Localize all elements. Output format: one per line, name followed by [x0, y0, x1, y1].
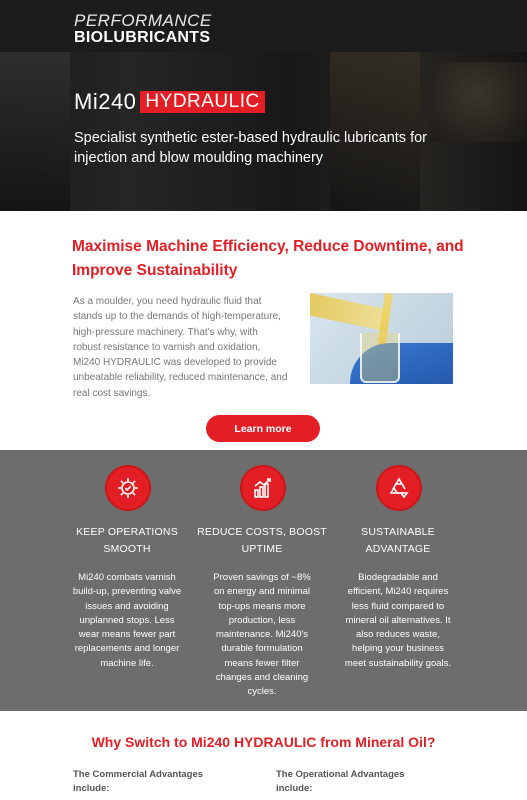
feature-title-sustainable: SUSTAINABLE ADVANTAGE	[361, 526, 435, 555]
gear-check-icon	[105, 465, 151, 511]
section-title: Maximise Machine Efficiency, Reduce Downtime, and Improve Sustainability	[72, 238, 464, 279]
feature-title-smooth: KEEP OPERATIONS SMOOTH	[76, 526, 178, 555]
why-switch-heading: Why Switch to Mi240 HYDRAULIC from Mineral Oil?	[91, 734, 436, 750]
brand-line-1: PERFORMANCE	[74, 11, 212, 30]
learn-more-button[interactable]: Learn more	[206, 415, 320, 442]
product-tag: HYDRAULIC	[140, 91, 264, 113]
hero-subtitle: Specialist synthetic ester-based hydraulic lubricants for injection and blow moulding machinery	[74, 130, 427, 166]
feature-text-smooth: Mi240 combats varnish build-up, preventing valve issues and avoiding unplanned stops. Less wear means fewer part replacements and longer machine life.	[72, 572, 182, 669]
commercial-advantages-heading: The Commercial Advantages include:	[73, 769, 204, 794]
brand-line-2: BIOLUBRICANTS	[74, 29, 211, 46]
intro-text: As a moulder, you need hydraulic fluid that stands up to the demands of high-temperature, high-pressure machinery. That's why, with robust resistance to varnish and oxidation, Mi240 HYDRAULIC was developed to provide unbeatable reliability, reduced maintenance, and real cost savings.	[73, 296, 288, 399]
oil-pouring-photo	[310, 293, 453, 384]
feature-text-costs: Proven savings of ~8% on energy and minimal top-ups means more production, less maintenance. Mi240's durable formulation means fewer filter changes and cleaning cycles.	[213, 572, 311, 698]
photo-glass	[360, 333, 400, 383]
product-logo	[74, 90, 265, 114]
photo-bottle	[310, 293, 388, 331]
operational-advantages-heading: The Operational Advantages include:	[276, 769, 405, 794]
product-name: Mi240	[74, 89, 137, 114]
feature-title-costs: REDUCE COSTS, BOOST UPTIME	[197, 526, 327, 555]
bar-chart-icon	[240, 465, 286, 511]
feature-text-sustainable: Biodegradable and efficient, Mi240 requires less fluid compared to mineral oil alternatives. It also reduces waste, helping your business meet sustainability goals.	[344, 572, 452, 669]
header-bar	[0, 0, 527, 52]
recycle-icon	[376, 465, 422, 511]
